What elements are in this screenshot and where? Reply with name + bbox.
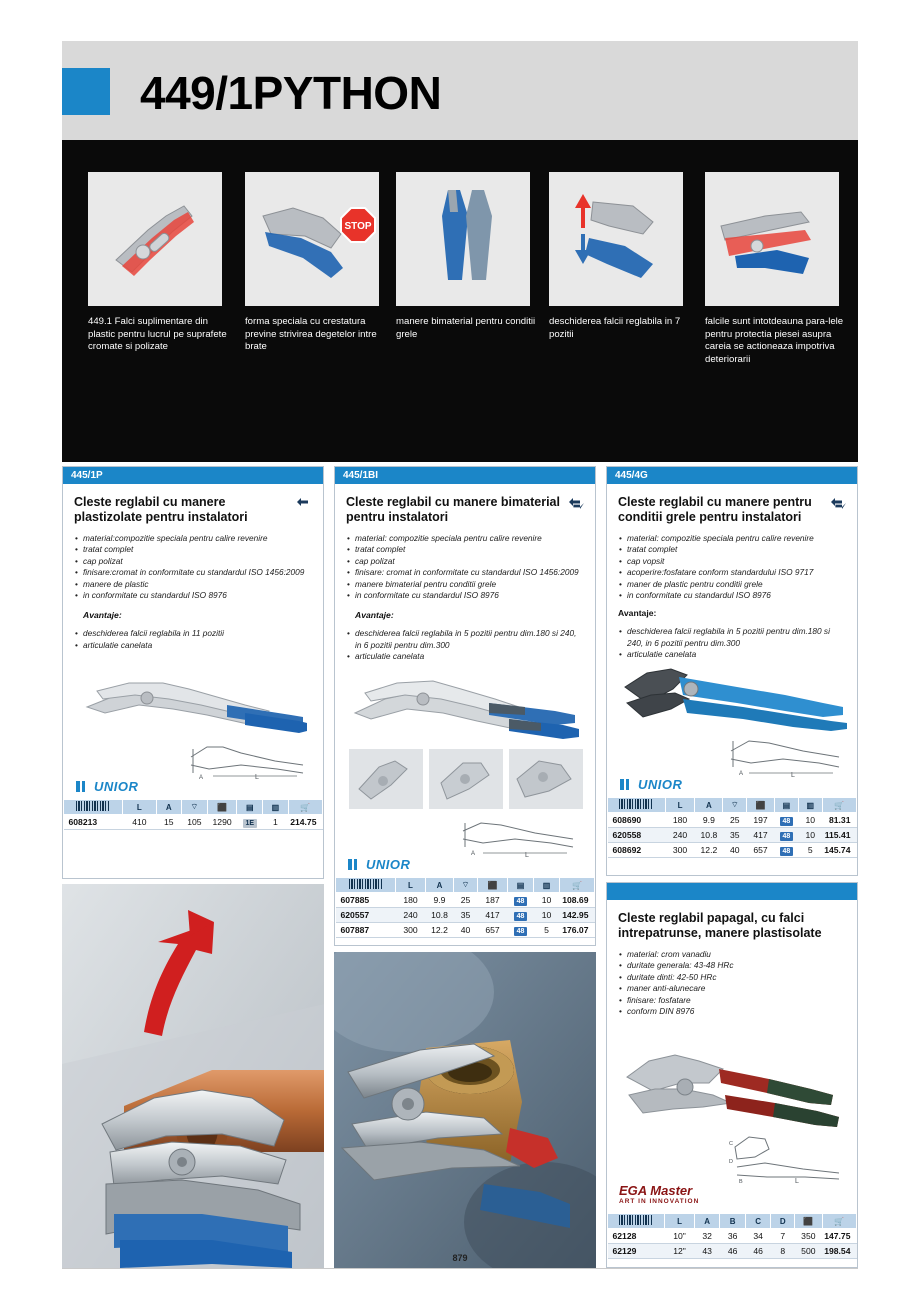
product-bullets xyxy=(335,533,595,601)
table-header-row xyxy=(608,1214,857,1229)
cell-B: 36 xyxy=(720,1229,746,1244)
cell-A: 43 xyxy=(694,1244,720,1259)
barcode-icon xyxy=(76,801,110,811)
bullet: • maner anti-alunecare xyxy=(627,983,847,994)
cell-pack: 48 xyxy=(774,843,798,858)
brand-logo-unior xyxy=(347,857,410,872)
cell-price: 214.75 xyxy=(288,815,322,830)
advantages-label: Avantaje: xyxy=(83,610,122,621)
barcode-icon xyxy=(349,879,383,889)
cell-pack: 48 xyxy=(508,893,534,908)
cell-pack: 48 xyxy=(508,923,534,938)
bullet: • material: compozitie speciala pentru calire revenire xyxy=(627,533,847,544)
col-price: 🛒 xyxy=(560,878,595,893)
bullet: • duritate generala: 43-48 HRc xyxy=(627,960,847,971)
product-bullets xyxy=(607,949,857,1017)
product-image-445-4g xyxy=(617,659,853,731)
svg-text:L: L xyxy=(791,772,795,779)
svg-text:D: D xyxy=(729,1159,733,1165)
technical-drawing-445-1p xyxy=(183,735,315,785)
table-row xyxy=(608,828,857,843)
col-A: A xyxy=(695,798,723,813)
cell-qty: 10 xyxy=(798,813,822,828)
cell-qty: 5 xyxy=(534,923,560,938)
advantage: • deschiderea falcii reglabila in 5 pozitii pentru dim.180 si 240, in 6 pozitii pentru dim.300 xyxy=(627,626,847,649)
barcode-icon xyxy=(619,1215,653,1225)
col-qty: ▥ xyxy=(263,800,289,815)
cell-opening: 25 xyxy=(723,813,747,828)
advantage: • articulatie canelata xyxy=(627,649,847,660)
table-header-row xyxy=(336,878,595,893)
cell-weight: 657 xyxy=(747,843,775,858)
brand-logo-unior xyxy=(619,777,682,792)
cell-opening: 35 xyxy=(723,828,747,843)
header-accent-block xyxy=(62,68,110,115)
cell-price: 142.95 xyxy=(560,908,595,923)
feature-item xyxy=(88,172,227,354)
col-weight: ⬛ xyxy=(794,1214,822,1229)
col-A: A xyxy=(426,878,454,893)
bullet: • manere de plastic xyxy=(83,579,313,590)
cell-pack: 48 xyxy=(508,908,534,923)
cell-qty: 10 xyxy=(798,828,822,843)
col-L: L xyxy=(665,798,695,813)
product-title: Cleste reglabil papagal, cu falci intrepatrunse, manere plastisolate xyxy=(618,911,822,940)
col-D: D xyxy=(771,1214,795,1229)
col-barcode xyxy=(608,798,666,813)
cell-L: 300 xyxy=(665,843,695,858)
cell-price: 176.07 xyxy=(560,923,595,938)
bullet: • cap polizat xyxy=(355,556,585,567)
product-title: Cleste reglabil cu manere plastizolate pentru instalatori xyxy=(74,495,248,524)
cell-weight: 350 xyxy=(794,1229,822,1244)
svg-text:L: L xyxy=(525,852,529,859)
table-row xyxy=(64,815,323,830)
col-opening: ⌔ xyxy=(723,798,747,813)
svg-text:C: C xyxy=(729,1141,733,1147)
svg-text:L: L xyxy=(795,1178,799,1185)
feature-item xyxy=(705,172,844,366)
col-pack: ▤ xyxy=(237,800,263,815)
svg-text:A: A xyxy=(739,771,744,777)
cell-L: 240 xyxy=(396,908,426,923)
application-photo-valve xyxy=(334,952,596,1268)
bullet: • in conformitate cu standardul ISO 8976 xyxy=(627,590,847,601)
table-row xyxy=(336,923,595,938)
col-opening: ⌔ xyxy=(182,800,208,815)
feature-item xyxy=(245,172,379,354)
brand-name: EGA Master xyxy=(619,1183,693,1198)
brand-logo-unior xyxy=(75,779,138,794)
bullet: • tratat complet xyxy=(83,544,313,555)
detail-photo xyxy=(349,749,423,809)
product-image-445-1p xyxy=(77,665,313,737)
cell-opening: 40 xyxy=(723,843,747,858)
cell-L: 10" xyxy=(665,1229,695,1244)
cell-qty: 10 xyxy=(534,893,560,908)
product-panel-papagal xyxy=(606,882,858,1268)
cell-price: 145.74 xyxy=(822,843,856,858)
pliers-stop-icon xyxy=(245,172,379,306)
advantages-label: Avantaje: xyxy=(618,608,657,619)
product-image-papagal xyxy=(619,1043,851,1133)
svg-text:L: L xyxy=(255,774,259,781)
product-advantages xyxy=(335,628,595,662)
col-qty: ▥ xyxy=(534,878,560,893)
cell-pack: 48 xyxy=(774,828,798,843)
cell-A: 10.8 xyxy=(695,828,723,843)
cell-weight: 657 xyxy=(478,923,508,938)
cell-opening: 25 xyxy=(454,893,478,908)
panel-code: 445/1BI xyxy=(335,467,595,484)
spec-table-445-1p xyxy=(63,799,323,830)
cell-code: 62128 xyxy=(608,1229,665,1244)
bullet: • cap vopsit xyxy=(627,556,847,567)
panel-code-blank xyxy=(607,883,857,900)
product-title: Cleste reglabil cu manere bimaterial pentru instalatori xyxy=(346,495,560,524)
svg-text:A: A xyxy=(471,851,476,857)
advantage: • articulatie canelata xyxy=(83,640,313,651)
product-image-445-1bi xyxy=(349,667,585,743)
detail-photos xyxy=(349,749,583,809)
bullet: • material:compozitie speciala pentru calire revenire xyxy=(83,533,313,544)
col-price: 🛒 xyxy=(822,1214,856,1229)
detail-photo xyxy=(509,749,583,809)
product-bullets xyxy=(63,533,323,601)
cell-A: 9.9 xyxy=(695,813,723,828)
table-row xyxy=(336,893,595,908)
product-panel-445-1p xyxy=(62,466,324,879)
col-L: L xyxy=(396,878,426,893)
advantage: • deschiderea falcii reglabila in 11 pozitii xyxy=(83,628,313,639)
recycle-icon xyxy=(296,496,313,509)
bullet: • material: crom vanadiu xyxy=(627,949,847,960)
bullet: • manere bimaterial pentru conditii grele xyxy=(355,579,585,590)
footer-divider xyxy=(62,1268,858,1269)
product-panel-445-4g xyxy=(606,466,858,876)
brand-logo-ega xyxy=(619,1183,699,1205)
cell-L: 180 xyxy=(396,893,426,908)
cell-price: 147.75 xyxy=(822,1229,856,1244)
cell-C: 46 xyxy=(745,1244,771,1259)
feature-item xyxy=(396,172,536,341)
feature-caption: 449.1 Falci suplimentare din plastic pentru lucrul pe suprafete cromate si polizate xyxy=(88,316,227,353)
feature-caption: forma speciala cu crestatura previne strivirea degetelor intre brate xyxy=(245,316,377,353)
col-barcode xyxy=(64,800,123,815)
cell-L: 180 xyxy=(665,813,695,828)
product-advantages xyxy=(607,626,857,660)
parallel-jaws-icon xyxy=(705,172,839,306)
svg-text:A: A xyxy=(199,775,204,781)
cell-pack: 48 xyxy=(774,813,798,828)
cell-L: 410 xyxy=(123,815,156,830)
brand-name: UNIOR xyxy=(94,779,139,794)
application-photo-copper-pipe xyxy=(62,884,324,1268)
cell-opening: 105 xyxy=(182,815,208,830)
cell-A: 12.2 xyxy=(426,923,454,938)
bullet: • conform DIN 8976 xyxy=(627,1006,847,1017)
pliers-plastic-jaws-icon xyxy=(88,172,222,306)
feature-caption: manere bimaterial pentru conditii grele xyxy=(396,316,536,340)
feature-item xyxy=(549,172,683,341)
bullet: • tratat complet xyxy=(627,544,847,555)
technical-drawing-papagal xyxy=(725,1133,851,1185)
product-panel-445-1bi xyxy=(334,466,596,946)
page-title: 449/1PYTHON xyxy=(140,67,442,119)
bullet: • finisare:cromat in conformitate cu standardul ISO 1456:2009 xyxy=(83,567,313,578)
table-row xyxy=(608,1229,857,1244)
brand-name: UNIOR xyxy=(366,857,411,872)
col-price: 🛒 xyxy=(288,800,322,815)
cell-code: 620557 xyxy=(336,908,396,923)
cell-weight: 197 xyxy=(747,813,775,828)
cell-D: 7 xyxy=(771,1229,795,1244)
bullet: • in conformitate cu standardul ISO 8976 xyxy=(83,590,313,601)
table-row xyxy=(608,813,857,828)
svg-text:STOP: STOP xyxy=(344,221,372,232)
cell-weight: 1290 xyxy=(207,815,237,830)
cell-A: 32 xyxy=(694,1229,720,1244)
barcode-icon xyxy=(619,799,653,809)
col-barcode xyxy=(608,1214,665,1229)
col-price: 🛒 xyxy=(822,798,856,813)
col-weight: ⬛ xyxy=(747,798,775,813)
cell-weight: 500 xyxy=(794,1244,822,1259)
cell-code: 620558 xyxy=(608,828,666,843)
cell-code: 62129 xyxy=(608,1244,665,1259)
cell-A: 15 xyxy=(156,815,182,830)
table-row xyxy=(608,843,857,858)
cell-C: 34 xyxy=(745,1229,771,1244)
cell-code: 608213 xyxy=(64,815,123,830)
bullet: • tratat complet xyxy=(355,544,585,555)
cell-price: 198.54 xyxy=(822,1244,856,1259)
table-row xyxy=(336,908,595,923)
cell-weight: 417 xyxy=(478,908,508,923)
table-header-row xyxy=(608,798,857,813)
unior-mark-icon xyxy=(75,780,90,793)
cell-weight: 187 xyxy=(478,893,508,908)
col-A: A xyxy=(694,1214,720,1229)
adjustable-opening-icon xyxy=(549,172,683,306)
advantage: • deschiderea falcii reglabila in 5 pozitii pentru dim.180 si 240, in 6 pozitii pentru dim.300 xyxy=(355,628,585,651)
cell-qty: 10 xyxy=(534,908,560,923)
feature-caption: deschiderea falcii reglabila in 7 pozitii xyxy=(549,316,681,340)
bullet: • finisare: cromat in conformitate cu standardul ISO 1456:2009 xyxy=(355,567,585,578)
bullet: • material: compozitie speciala pentru calire revenire xyxy=(355,533,585,544)
technical-drawing-445-4g xyxy=(725,733,851,781)
col-weight: ⬛ xyxy=(207,800,237,815)
cell-L: 240 xyxy=(665,828,695,843)
cell-pack: 1E xyxy=(237,815,263,830)
cell-A: 9.9 xyxy=(426,893,454,908)
col-C: C xyxy=(745,1214,771,1229)
cell-price: 108.69 xyxy=(560,893,595,908)
advantages-label: Avantaje: xyxy=(355,610,394,621)
col-barcode xyxy=(336,878,396,893)
recycle-icon xyxy=(568,496,585,509)
spec-table-445-4g xyxy=(607,797,857,858)
bullet: • maner de plastic pentru conditii grele xyxy=(627,579,847,590)
recycle-icon xyxy=(830,496,847,509)
svg-text:B: B xyxy=(739,1179,743,1185)
product-bullets xyxy=(607,533,857,601)
panel-code: 445/1P xyxy=(63,467,323,484)
col-pack: ▤ xyxy=(508,878,534,893)
cell-B: 46 xyxy=(720,1244,746,1259)
cell-L: 12" xyxy=(665,1244,695,1259)
spec-table-445-1bi xyxy=(335,877,595,938)
col-B: B xyxy=(720,1214,746,1229)
feature-caption: falcile sunt intotdeauna para-lele pentru protectia piesei asupra careia se actioneaza impotriva deteriorarii xyxy=(705,316,844,365)
brand-tagline: ART IN INNOVATION xyxy=(619,1198,700,1205)
col-qty: ▥ xyxy=(798,798,822,813)
bullet: • cap polizat xyxy=(83,556,313,567)
cell-A: 12.2 xyxy=(695,843,723,858)
panel-code: 445/4G xyxy=(607,467,857,484)
cell-price: 115.41 xyxy=(822,828,856,843)
cell-D: 8 xyxy=(771,1244,795,1259)
brand-name: UNIOR xyxy=(638,777,683,792)
page-number: 879 xyxy=(452,1253,468,1263)
cell-opening: 40 xyxy=(454,923,478,938)
col-weight: ⬛ xyxy=(478,878,508,893)
table-header-row xyxy=(64,800,323,815)
product-advantages xyxy=(63,628,323,651)
unior-mark-icon xyxy=(347,858,362,871)
cell-opening: 35 xyxy=(454,908,478,923)
cell-qty: 5 xyxy=(798,843,822,858)
col-opening: ⌔ xyxy=(454,878,478,893)
cell-code: 608692 xyxy=(608,843,666,858)
bullet: • in conformitate cu standardul ISO 8976 xyxy=(355,590,585,601)
bullet: • finisare: fosfatare xyxy=(627,995,847,1006)
col-A: A xyxy=(156,800,182,815)
cell-L: 300 xyxy=(396,923,426,938)
cell-code: 608690 xyxy=(608,813,666,828)
cell-code: 607885 xyxy=(336,893,396,908)
cell-qty: 1 xyxy=(263,815,289,830)
technical-drawing-445-1bi xyxy=(455,815,587,863)
bullet: • duritate dinti: 42-50 HRc xyxy=(627,972,847,983)
cell-A: 10.8 xyxy=(426,908,454,923)
cell-code: 607887 xyxy=(336,923,396,938)
col-L: L xyxy=(665,1214,695,1229)
unior-mark-icon xyxy=(619,778,634,791)
cell-weight: 417 xyxy=(747,828,775,843)
cell-price: 81.31 xyxy=(822,813,856,828)
bullet: • acoperire:fosfatare conform standardului ISO 9717 xyxy=(627,567,847,578)
col-L: L xyxy=(123,800,156,815)
bimaterial-handles-icon xyxy=(396,172,530,306)
detail-photo xyxy=(429,749,503,809)
col-pack: ▤ xyxy=(774,798,798,813)
product-title: Cleste reglabil cu manere pentru conditii grele pentru instalatori xyxy=(618,495,812,524)
advantage: • articulatie canelata xyxy=(355,651,585,662)
